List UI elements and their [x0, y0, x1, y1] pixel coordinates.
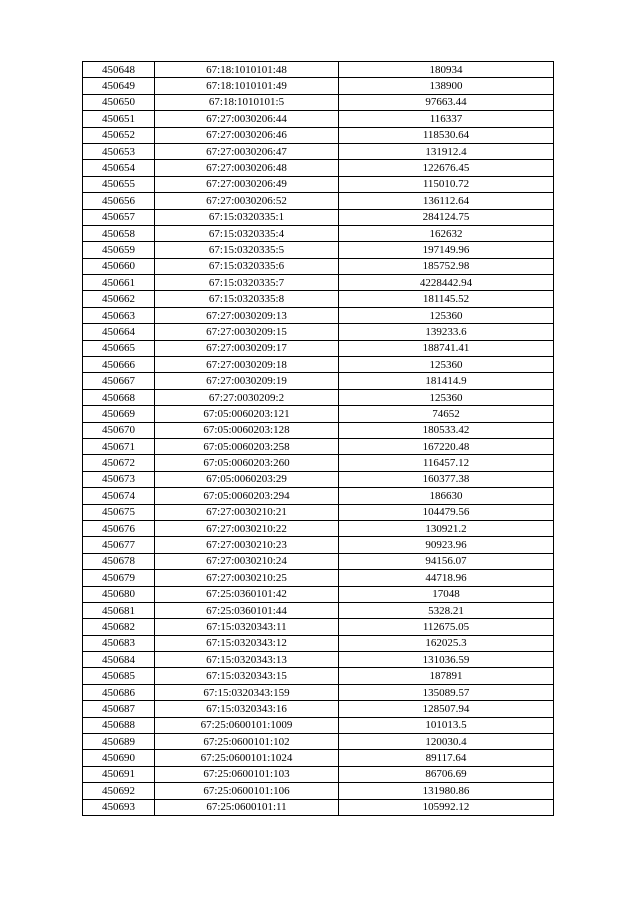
- value-cell: 131036.59: [339, 652, 554, 668]
- value-cell: 97663.44: [339, 94, 554, 110]
- table-row: [83, 766, 554, 782]
- cadastral-number-cell: 67:15:0320343:12: [155, 635, 339, 651]
- cadastral-number-cell: 67:27:0030206:52: [155, 193, 339, 209]
- row-id-cell: 450670: [83, 422, 155, 438]
- table-body: [83, 62, 554, 816]
- value-cell: 284124.75: [339, 209, 554, 225]
- cadastral-number-cell: 67:27:0030210:25: [155, 570, 339, 586]
- row-id-cell: 450681: [83, 602, 155, 618]
- table-row: [83, 783, 554, 799]
- row-id-cell: 450677: [83, 537, 155, 553]
- row-id-cell: 450661: [83, 275, 155, 291]
- table-row: [83, 438, 554, 454]
- cadastral-number-cell: 67:05:0060203:258: [155, 438, 339, 454]
- cadastral-number-cell: 67:27:0030209:17: [155, 340, 339, 356]
- cadastral-number-cell: 67:25:0600101:11: [155, 799, 339, 815]
- row-id-cell: 450659: [83, 242, 155, 258]
- row-id-cell: 450657: [83, 209, 155, 225]
- table-row: [83, 225, 554, 241]
- value-cell: 186630: [339, 488, 554, 504]
- value-cell: 116457.12: [339, 455, 554, 471]
- value-cell: 181414.9: [339, 373, 554, 389]
- cadastral-number-cell: 67:27:0030210:22: [155, 520, 339, 536]
- value-cell: 185752.98: [339, 258, 554, 274]
- row-id-cell: 450665: [83, 340, 155, 356]
- cadastral-number-cell: 67:18:1010101:49: [155, 78, 339, 94]
- value-cell: 162025.3: [339, 635, 554, 651]
- row-id-cell: 450663: [83, 307, 155, 323]
- cadastral-number-cell: 67:27:0030209:19: [155, 373, 339, 389]
- table-row: [83, 553, 554, 569]
- cadastral-number-cell: 67:15:0320343:11: [155, 619, 339, 635]
- value-cell: 180533.42: [339, 422, 554, 438]
- row-id-cell: 450672: [83, 455, 155, 471]
- value-cell: 180934: [339, 62, 554, 78]
- value-cell: 44718.96: [339, 570, 554, 586]
- value-cell: 5328.21: [339, 602, 554, 618]
- row-id-cell: 450654: [83, 160, 155, 176]
- value-cell: 101013.5: [339, 717, 554, 733]
- row-id-cell: 450652: [83, 127, 155, 143]
- cadastral-number-cell: 67:27:0030210:24: [155, 553, 339, 569]
- row-id-cell: 450684: [83, 652, 155, 668]
- value-cell: 162632: [339, 225, 554, 241]
- cadastral-number-cell: 67:27:0030206:49: [155, 176, 339, 192]
- row-id-cell: 450650: [83, 94, 155, 110]
- value-cell: 181145.52: [339, 291, 554, 307]
- table-row: [83, 734, 554, 750]
- table-row: [83, 176, 554, 192]
- cadastral-number-cell: 67:05:0060203:260: [155, 455, 339, 471]
- row-id-cell: 450664: [83, 324, 155, 340]
- cadastral-number-cell: 67:05:0060203:128: [155, 422, 339, 438]
- value-cell: 125360: [339, 389, 554, 405]
- table-row: [83, 242, 554, 258]
- table-row: [83, 357, 554, 373]
- table-row: [83, 62, 554, 78]
- data-table: [82, 61, 554, 816]
- value-cell: 128507.94: [339, 701, 554, 717]
- cadastral-number-cell: 67:15:0320335:7: [155, 275, 339, 291]
- table-row: [83, 258, 554, 274]
- cadastral-number-cell: 67:27:0030209:13: [155, 307, 339, 323]
- row-id-cell: 450693: [83, 799, 155, 815]
- row-id-cell: 450691: [83, 766, 155, 782]
- row-id-cell: 450669: [83, 406, 155, 422]
- cadastral-number-cell: 67:15:0320343:159: [155, 684, 339, 700]
- cadastral-number-cell: 67:15:0320335:6: [155, 258, 339, 274]
- value-cell: 131980.86: [339, 783, 554, 799]
- row-id-cell: 450683: [83, 635, 155, 651]
- value-cell: 112675.05: [339, 619, 554, 635]
- cadastral-number-cell: 67:25:0600101:102: [155, 734, 339, 750]
- table-row: [83, 406, 554, 422]
- table-row: [83, 570, 554, 586]
- row-id-cell: 450648: [83, 62, 155, 78]
- cadastral-number-cell: 67:27:0030209:15: [155, 324, 339, 340]
- cadastral-number-cell: 67:25:0360101:44: [155, 602, 339, 618]
- cadastral-number-cell: 67:05:0060203:294: [155, 488, 339, 504]
- value-cell: 90923.96: [339, 537, 554, 553]
- row-id-cell: 450667: [83, 373, 155, 389]
- cadastral-number-cell: 67:27:0030209:2: [155, 389, 339, 405]
- cadastral-number-cell: 67:05:0060203:121: [155, 406, 339, 422]
- row-id-cell: 450680: [83, 586, 155, 602]
- table-row: [83, 455, 554, 471]
- cadastral-number-cell: 67:27:0030210:23: [155, 537, 339, 553]
- table-row: [83, 684, 554, 700]
- cadastral-number-cell: 67:27:0030206:48: [155, 160, 339, 176]
- table-row: [83, 78, 554, 94]
- row-id-cell: 450685: [83, 668, 155, 684]
- value-cell: 131912.4: [339, 143, 554, 159]
- value-cell: 105992.12: [339, 799, 554, 815]
- row-id-cell: 450656: [83, 193, 155, 209]
- cadastral-number-cell: 67:27:0030210:21: [155, 504, 339, 520]
- row-id-cell: 450662: [83, 291, 155, 307]
- value-cell: 120030.4: [339, 734, 554, 750]
- table-row: [83, 504, 554, 520]
- row-id-cell: 450658: [83, 225, 155, 241]
- cadastral-number-cell: 67:05:0060203:29: [155, 471, 339, 487]
- table-row: [83, 668, 554, 684]
- value-cell: 139233.6: [339, 324, 554, 340]
- row-id-cell: 450653: [83, 143, 155, 159]
- table-row: [83, 488, 554, 504]
- value-cell: 116337: [339, 111, 554, 127]
- table-row: [83, 635, 554, 651]
- value-cell: 122676.45: [339, 160, 554, 176]
- row-id-cell: 450692: [83, 783, 155, 799]
- row-id-cell: 450686: [83, 684, 155, 700]
- value-cell: 187891: [339, 668, 554, 684]
- cadastral-number-cell: 67:25:0600101:1009: [155, 717, 339, 733]
- value-cell: 86706.69: [339, 766, 554, 782]
- row-id-cell: 450649: [83, 78, 155, 94]
- value-cell: 135089.57: [339, 684, 554, 700]
- table-row: [83, 750, 554, 766]
- cadastral-number-cell: 67:15:0320343:13: [155, 652, 339, 668]
- row-id-cell: 450660: [83, 258, 155, 274]
- row-id-cell: 450675: [83, 504, 155, 520]
- value-cell: 130921.2: [339, 520, 554, 536]
- value-cell: 125360: [339, 357, 554, 373]
- cadastral-number-cell: 67:27:0030206:44: [155, 111, 339, 127]
- table-row: [83, 307, 554, 323]
- table-row: [83, 160, 554, 176]
- cadastral-number-cell: 67:15:0320335:4: [155, 225, 339, 241]
- value-cell: 118530.64: [339, 127, 554, 143]
- row-id-cell: 450655: [83, 176, 155, 192]
- row-id-cell: 450676: [83, 520, 155, 536]
- table-row: [83, 799, 554, 815]
- table-row: [83, 209, 554, 225]
- table-row: [83, 275, 554, 291]
- row-id-cell: 450671: [83, 438, 155, 454]
- value-cell: 125360: [339, 307, 554, 323]
- table-row: [83, 389, 554, 405]
- table-row: [83, 193, 554, 209]
- cadastral-number-cell: 67:27:0030209:18: [155, 357, 339, 373]
- cadastral-number-cell: 67:15:0320335:8: [155, 291, 339, 307]
- table-row: [83, 94, 554, 110]
- table-row: [83, 373, 554, 389]
- row-id-cell: 450690: [83, 750, 155, 766]
- value-cell: 115010.72: [339, 176, 554, 192]
- table-row: [83, 520, 554, 536]
- row-id-cell: 450673: [83, 471, 155, 487]
- value-cell: 104479.56: [339, 504, 554, 520]
- value-cell: 160377.38: [339, 471, 554, 487]
- value-cell: 197149.96: [339, 242, 554, 258]
- value-cell: 4228442.94: [339, 275, 554, 291]
- row-id-cell: 450687: [83, 701, 155, 717]
- row-id-cell: 450674: [83, 488, 155, 504]
- table-row: [83, 717, 554, 733]
- row-id-cell: 450651: [83, 111, 155, 127]
- row-id-cell: 450688: [83, 717, 155, 733]
- value-cell: 89117.64: [339, 750, 554, 766]
- cadastral-number-cell: 67:15:0320343:16: [155, 701, 339, 717]
- cadastral-number-cell: 67:15:0320335:5: [155, 242, 339, 258]
- value-cell: 74652: [339, 406, 554, 422]
- row-id-cell: 450679: [83, 570, 155, 586]
- table-row: [83, 652, 554, 668]
- cadastral-number-cell: 67:27:0030206:46: [155, 127, 339, 143]
- cadastral-number-cell: 67:18:1010101:48: [155, 62, 339, 78]
- table-row: [83, 422, 554, 438]
- value-cell: 138900: [339, 78, 554, 94]
- table-row: [83, 143, 554, 159]
- cadastral-number-cell: 67:15:0320335:1: [155, 209, 339, 225]
- table-row: [83, 602, 554, 618]
- cadastral-number-cell: 67:25:0600101:106: [155, 783, 339, 799]
- row-id-cell: 450682: [83, 619, 155, 635]
- table-row: [83, 127, 554, 143]
- table-row: [83, 111, 554, 127]
- table-row: [83, 619, 554, 635]
- table-row: [83, 324, 554, 340]
- cadastral-number-cell: 67:27:0030206:47: [155, 143, 339, 159]
- table-row: [83, 586, 554, 602]
- cadastral-number-cell: 67:25:0600101:1024: [155, 750, 339, 766]
- value-cell: 17048: [339, 586, 554, 602]
- table-row: [83, 471, 554, 487]
- row-id-cell: 450668: [83, 389, 155, 405]
- table-row: [83, 701, 554, 717]
- value-cell: 167220.48: [339, 438, 554, 454]
- row-id-cell: 450666: [83, 357, 155, 373]
- table-row: [83, 291, 554, 307]
- table-row: [83, 537, 554, 553]
- cadastral-number-cell: 67:25:0360101:42: [155, 586, 339, 602]
- row-id-cell: 450689: [83, 734, 155, 750]
- cadastral-number-cell: 67:25:0600101:103: [155, 766, 339, 782]
- value-cell: 94156.07: [339, 553, 554, 569]
- value-cell: 136112.64: [339, 193, 554, 209]
- cadastral-number-cell: 67:15:0320343:15: [155, 668, 339, 684]
- row-id-cell: 450678: [83, 553, 155, 569]
- cadastral-number-cell: 67:18:1010101:5: [155, 94, 339, 110]
- value-cell: 188741.41: [339, 340, 554, 356]
- table-row: [83, 340, 554, 356]
